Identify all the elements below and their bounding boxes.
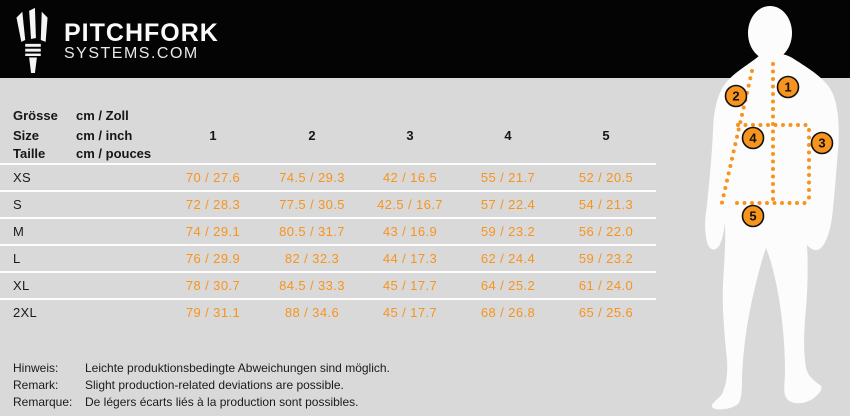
note-label-fr: Remarque:	[13, 395, 73, 409]
measurement-value: 65 / 25.6	[578, 305, 634, 320]
marker-5-label: 5	[749, 208, 757, 224]
size-label: L	[13, 251, 21, 266]
measurement-value: 54 / 21.3	[578, 197, 634, 212]
size-label: M	[13, 224, 25, 239]
size-word-fr: Taille	[13, 146, 46, 161]
logo-title: PITCHFORK	[64, 19, 219, 47]
marker-3-label: 3	[818, 135, 826, 151]
measurement-value: 56 / 22.0	[578, 224, 634, 239]
table-row	[0, 217, 656, 244]
measurement-value: 42.5 / 16.7	[377, 197, 443, 212]
pitchfork-icon	[12, 5, 54, 73]
table-row	[0, 163, 656, 190]
measurement-value: 80.5 / 31.7	[279, 224, 345, 239]
measurement-value: 61 / 24.0	[578, 278, 634, 293]
marker-5	[743, 206, 764, 227]
column-header-1: 1	[209, 128, 217, 143]
measurement-value: 74.5 / 29.3	[279, 170, 345, 185]
measurement-value: 82 / 32.3	[284, 251, 340, 266]
note-label-en: Remark:	[13, 378, 59, 392]
measurement-value: 42 / 16.5	[382, 170, 438, 185]
measurement-value: 62 / 24.4	[480, 251, 536, 266]
unit-de: cm / Zoll	[76, 108, 129, 123]
size-label: 2XL	[13, 305, 38, 320]
measurement-value: 55 / 21.7	[480, 170, 536, 185]
marker-1	[778, 77, 799, 98]
logo	[12, 5, 219, 73]
column-header-2: 2	[308, 128, 316, 143]
measurement-value: 84.5 / 33.3	[279, 278, 345, 293]
measurement-value: 70 / 27.6	[185, 170, 241, 185]
marker-4-label: 4	[749, 130, 757, 146]
marker-1-label: 1	[784, 79, 792, 95]
size-word-de: Grösse	[13, 108, 58, 123]
measurement-value: 76 / 29.9	[185, 251, 241, 266]
measurement-value: 59 / 23.2	[578, 251, 634, 266]
size-word-en: Size	[13, 128, 40, 143]
marker-3	[812, 133, 833, 154]
table-row	[0, 298, 656, 325]
measurement-value: 72 / 28.3	[185, 197, 241, 212]
measurement-value: 43 / 16.9	[382, 224, 438, 239]
note-text-en: Slight production-related deviations are possible.	[85, 378, 344, 392]
measurement-value: 68 / 26.8	[480, 305, 536, 320]
measurement-value: 45 / 17.7	[382, 278, 438, 293]
measurement-value: 44 / 17.3	[382, 251, 438, 266]
body-silhouette	[705, 6, 839, 409]
marker-2	[726, 86, 747, 107]
measurement-value: 77.5 / 30.5	[279, 197, 345, 212]
column-header-4: 4	[504, 128, 512, 143]
measurement-value: 57 / 22.4	[480, 197, 536, 212]
measurement-value: 78 / 30.7	[185, 278, 241, 293]
table-row	[0, 271, 656, 298]
note-text-fr: De légers écarts liés à la production sont possibles.	[85, 395, 359, 409]
marker-4	[743, 128, 764, 149]
measurement-figure	[680, 0, 850, 416]
measurement-value: 52 / 20.5	[578, 170, 634, 185]
size-label: XL	[13, 278, 30, 293]
size-label: S	[13, 197, 22, 212]
measurement-value: 64 / 25.2	[480, 278, 536, 293]
unit-en: cm / inch	[76, 128, 133, 143]
column-header-5: 5	[602, 128, 610, 143]
logo-text	[64, 21, 219, 62]
marker-2-label: 2	[732, 88, 740, 104]
column-header-3: 3	[406, 128, 414, 143]
measurement-value: 59 / 23.2	[480, 224, 536, 239]
measurement-value: 88 / 34.6	[284, 305, 340, 320]
measurement-value: 45 / 17.7	[382, 305, 438, 320]
logo-subtitle: SYSTEMS.COM	[64, 45, 199, 62]
table-row	[0, 190, 656, 217]
note-text-de: Leichte produktionsbedingte Abweichungen sind möglich.	[85, 361, 390, 375]
measurement-value: 79 / 31.1	[185, 305, 241, 320]
table-row	[0, 244, 656, 271]
unit-fr: cm / pouces	[76, 146, 152, 161]
measurement-value: 74 / 29.1	[185, 224, 241, 239]
size-label: XS	[13, 170, 31, 185]
note-label-de: Hinweis:	[13, 361, 59, 375]
